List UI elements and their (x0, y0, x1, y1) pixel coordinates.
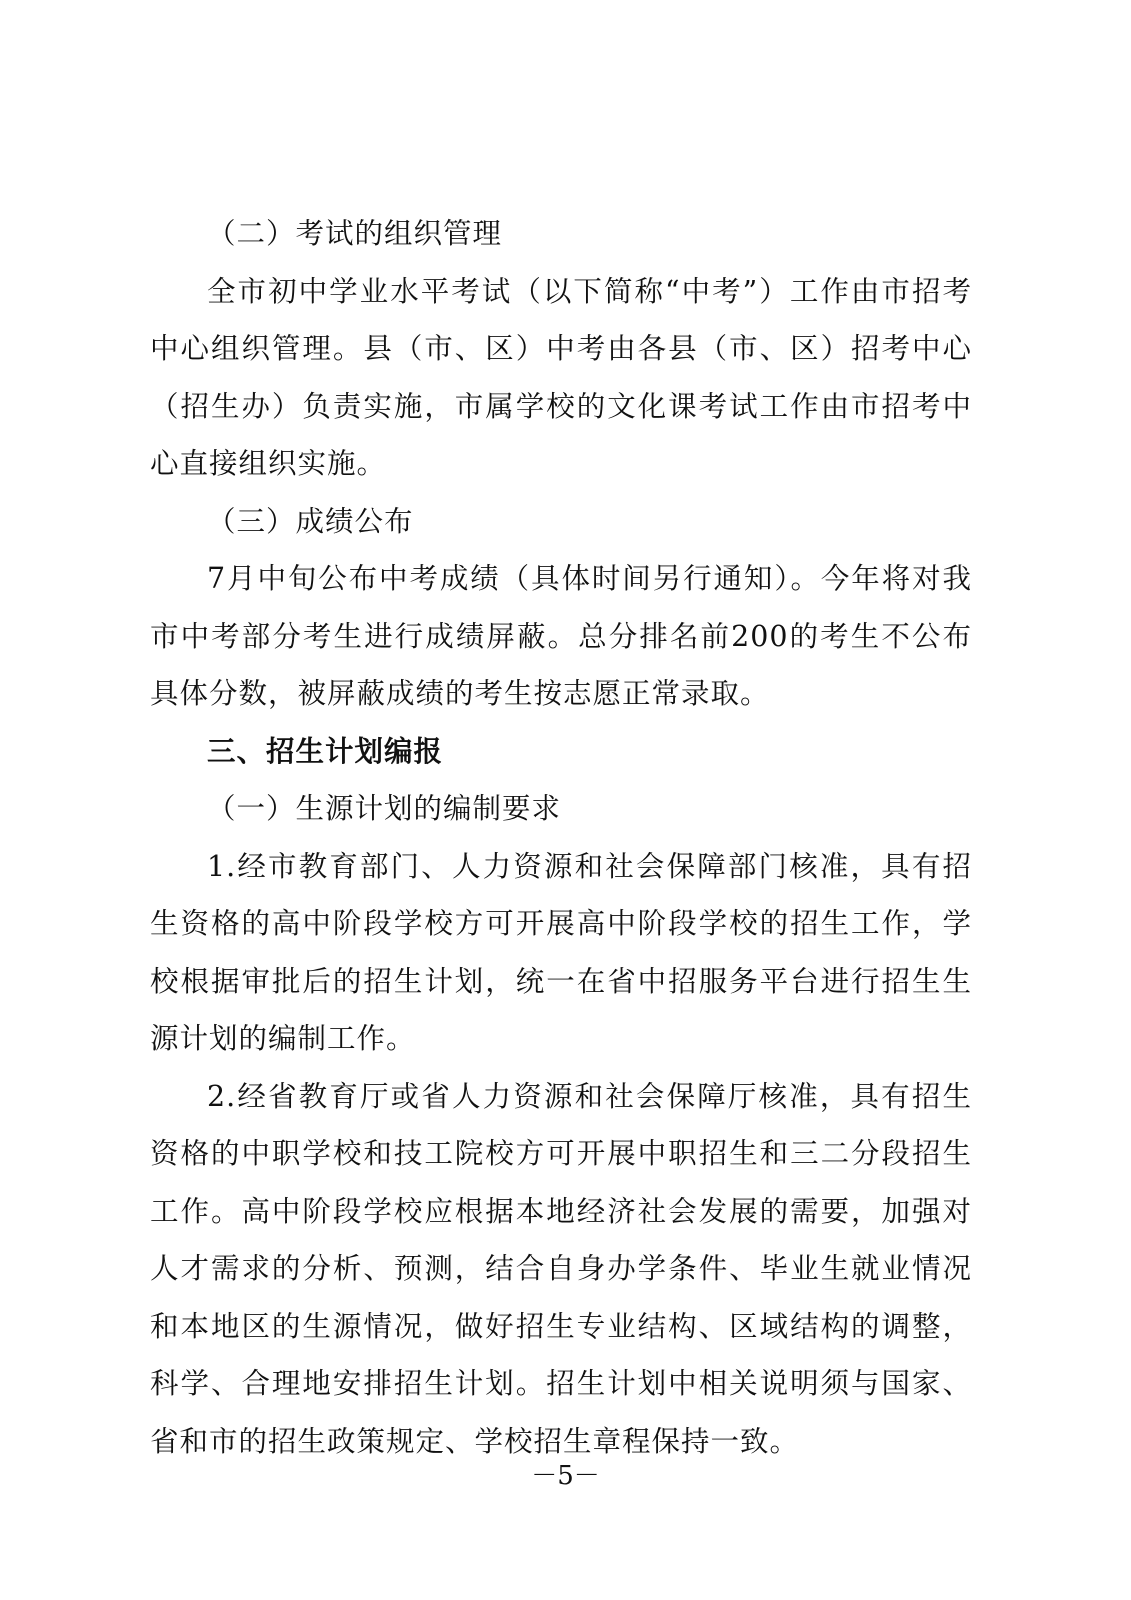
document-body (150, 205, 972, 1470)
heading-enrollment-plan: 三、招生计划编报 (207, 733, 444, 768)
subheading-score-release: （三）成绩公布 (207, 504, 414, 538)
paragraph-requirement-2: 2.经省教育厅或省人力资源和社会保障厅核准，具有招生资格的中职学校和技工院校方可开展中职招生和三二分段招生工作。高中阶段学校应根据本地经济社会发展的需要，加强对人才需求的分析、预测，结合自身办学条件、毕业生就业情况和本地区的生源情况，做好招生专业结构、区域结构的调整，科学、合理地安排招生计划。招生计划中相关说明须与国家、省和市的招生政策规定、学校招生章程保持一致。 (150, 1079, 972, 1458)
subheading-exam-organization: （二）考试的组织管理 (207, 217, 503, 250)
page-number: －5－ (531, 1461, 600, 1491)
paragraph-exam-organization: 全市初中学业水平考试（以下简称“中考”）工作由市招考中心组织管理。县（市、区）中考由各县（市、区）招考中心（招生办）负责实施，市属学校的文化课考试工作由市招考中心直接组织实施。 (150, 274, 972, 480)
paragraph-score-release: 7月中旬公布中考成绩（具体时间另行通知）。今年将对我市中考部分考生进行成绩屏蔽。总分排名前200的考生不公布具体分数，被屏蔽成绩的考生按志愿正常录取。 (150, 562, 972, 710)
subheading-plan-requirements: （一）生源计划的编制要求 (207, 792, 562, 825)
paragraph-requirement-1: 1.经市教育部门、人力资源和社会保障部门核准，具有招生资格的高中阶段学校方可开展高中阶段学校的招生工作，学校根据审批后的招生计划，统一在省中招服务平台进行招生生源计划的编制工作。 (150, 849, 972, 1055)
